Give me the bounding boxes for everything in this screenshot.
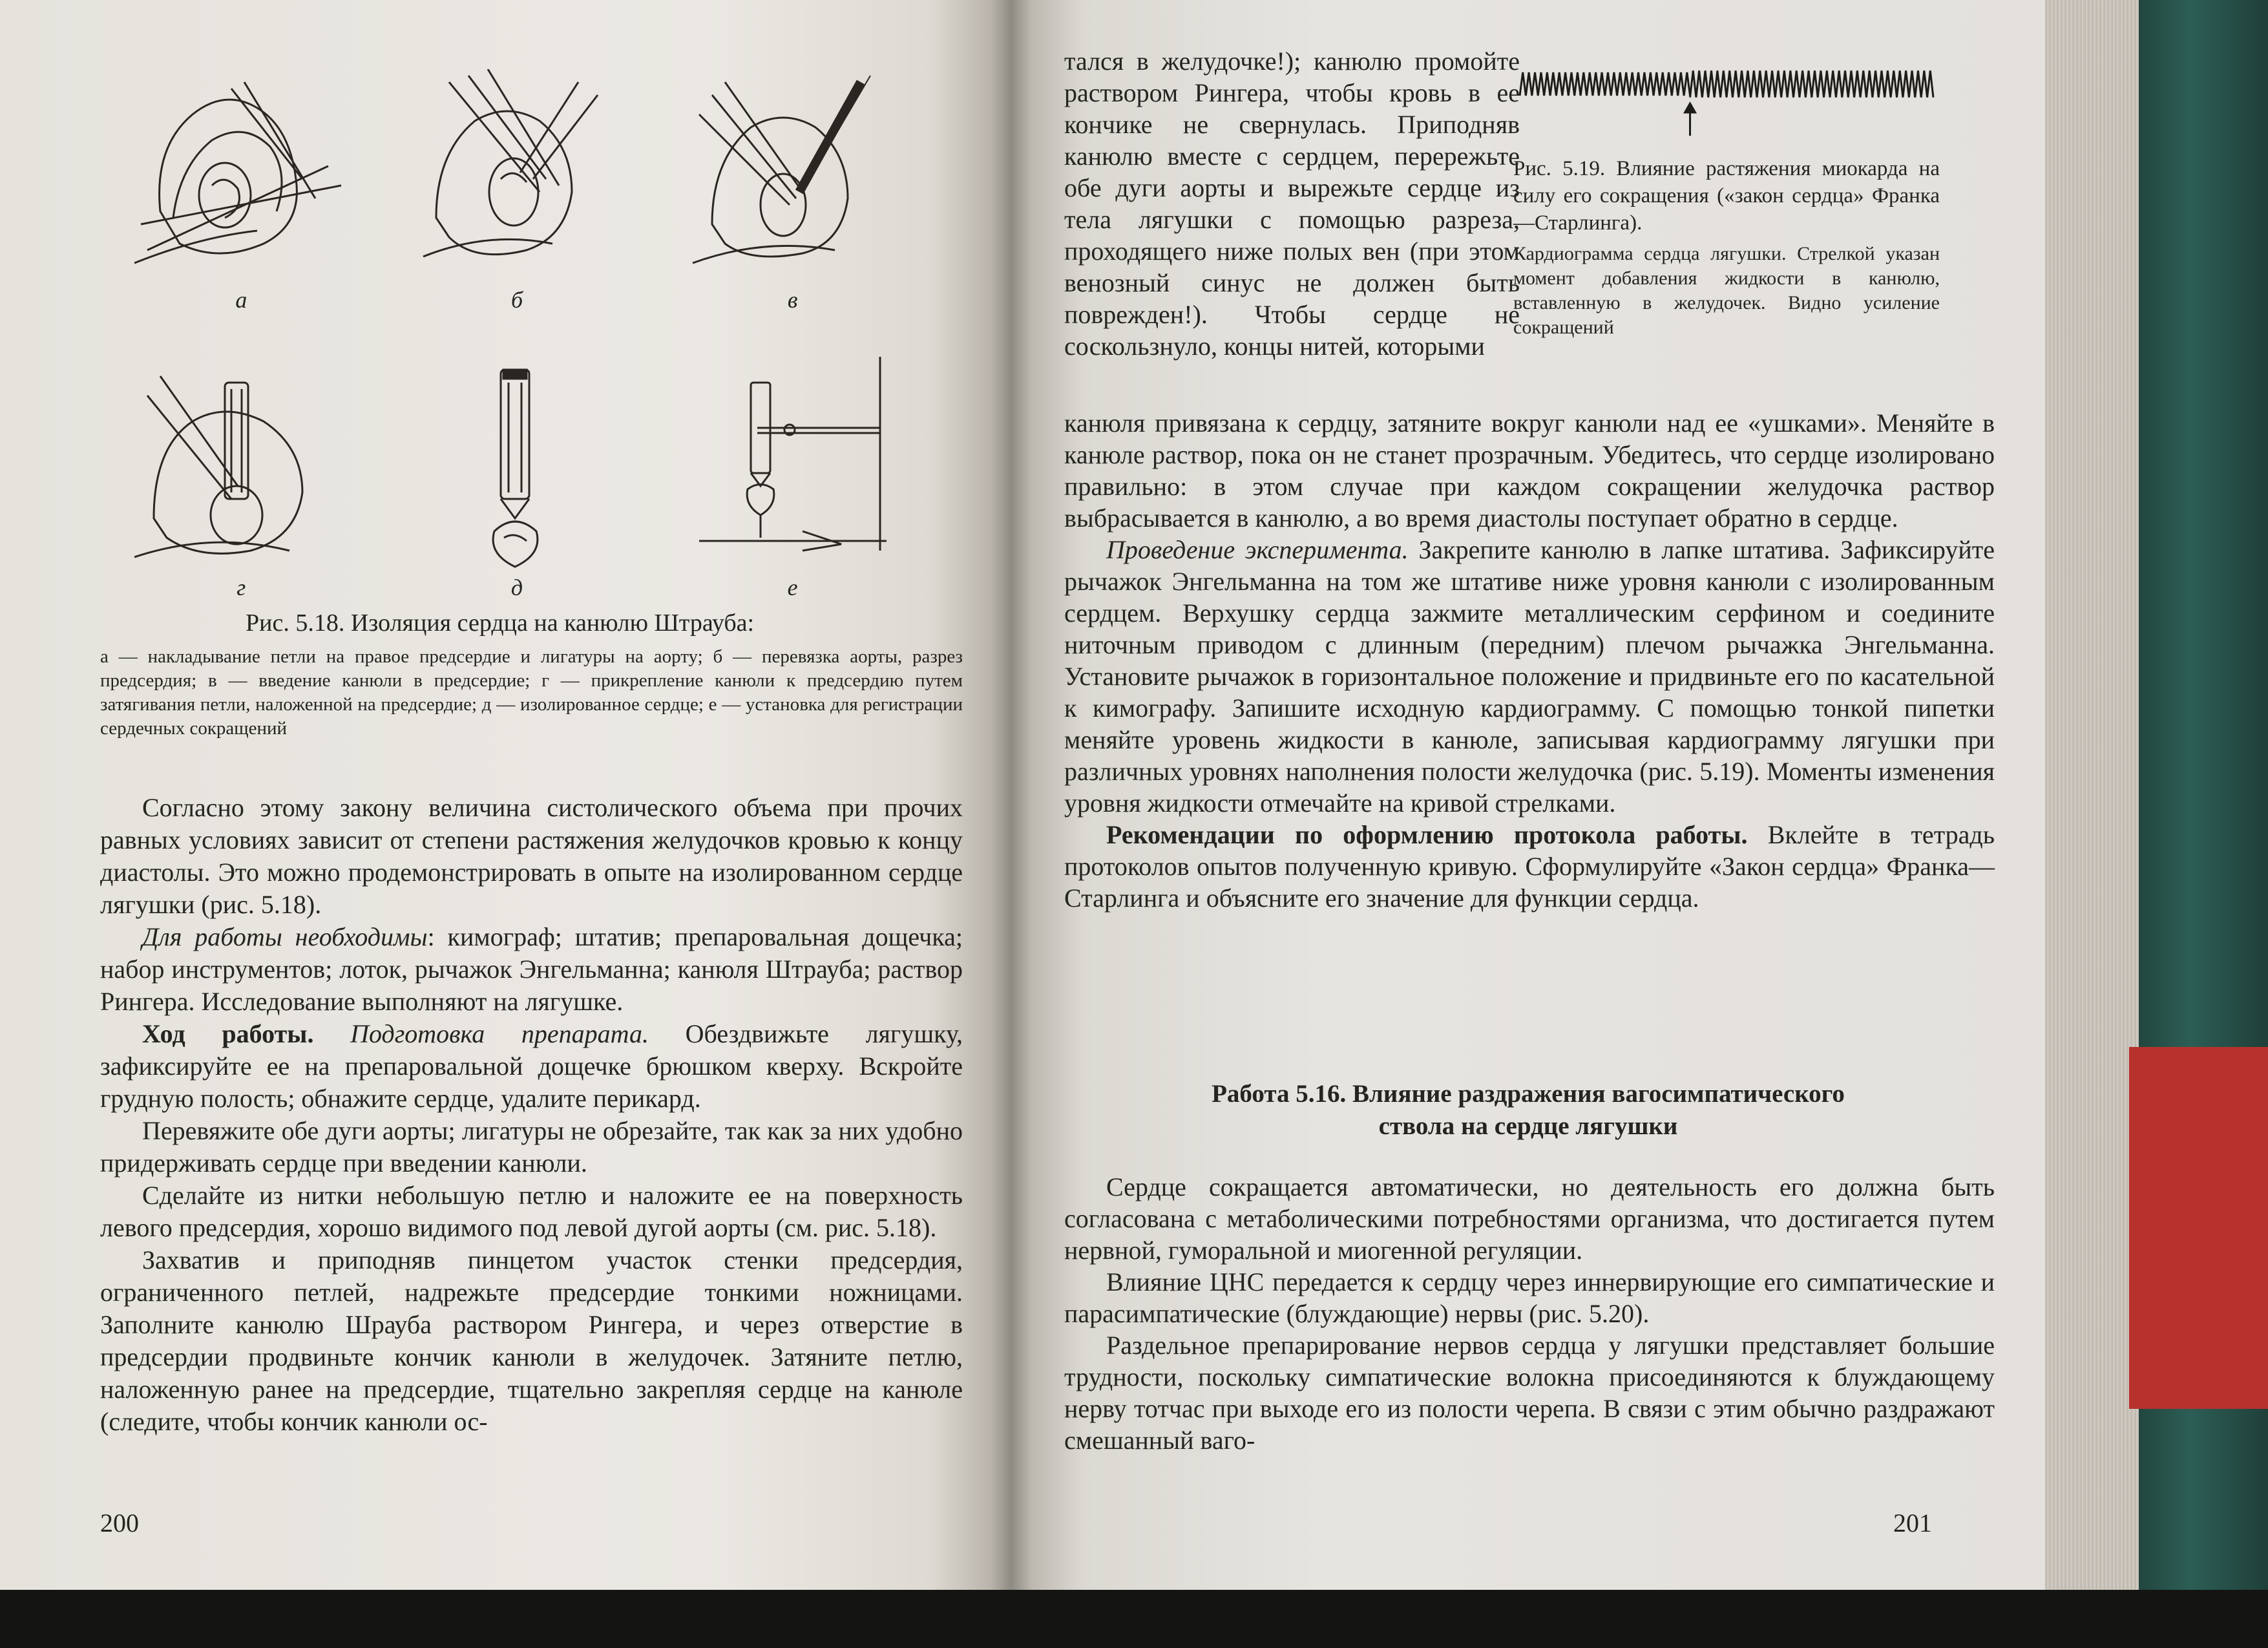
kymogram-cycle — [1526, 72, 1531, 96]
kymogram-cycle — [1781, 70, 1787, 97]
frog-heart-drawing-b — [410, 69, 624, 282]
procedure-lead: Ход работы. — [142, 1019, 314, 1048]
kymogram-cycle — [1732, 70, 1738, 97]
kymogram-cycle — [1860, 70, 1866, 97]
kymogram-cycle — [1562, 72, 1568, 96]
kymogram-cycle — [1885, 70, 1891, 97]
kymogram-cycle — [1824, 70, 1830, 97]
kymogram-cycle — [1812, 70, 1818, 97]
kymogram-cycle — [1903, 70, 1909, 97]
kymogram-cycle — [1538, 72, 1544, 96]
kymogram-cycle — [1575, 72, 1580, 96]
kymogram-trace — [1520, 70, 1933, 97]
kymogram-cycle — [1836, 70, 1842, 97]
paragraph: Перевяжите обе дуги аорты; лигатуры не обрезайте, так как за них удобно придерживать сердце при введении канюли. — [100, 1116, 963, 1178]
paragraph: Сделайте из нитки небольшую петлю и наложите ее на поверхность левого предсердия, хорошо видимого под левой дугой аорты (см. рис. 5.18). — [100, 1181, 963, 1242]
frog-heart-drawing-v — [686, 69, 899, 282]
kymogram-cycle — [1915, 70, 1921, 97]
kymogram-cycle — [1866, 70, 1872, 97]
kymogram-cycle — [1666, 72, 1672, 96]
paragraph: Захватив и приподняв пинцетом участок стенки предсердия, ограниченного петлей, надрежьте предсердие тонкими ножницами. Заполните канюлю Шрауба раствором Рингера, и через отверстие в предсердии продвиньте кончик канюли в желудочек. Затяните петлю, наложенную ранее на предсердие, тщательно закрепляя сердце на канюле (следите, чтобы кончик канюли ос- — [100, 1245, 963, 1436]
kymogram-cycle — [1763, 70, 1769, 97]
kymogram-cycle — [1805, 70, 1811, 97]
page-number-right: 201 — [1893, 1508, 1932, 1537]
kymogram-cycle — [1909, 70, 1915, 97]
kymogram-cycle — [1605, 72, 1611, 96]
kymogram-cycle — [1672, 72, 1677, 96]
kymogram-cycle — [1878, 70, 1884, 97]
kymogram-cycle — [1617, 72, 1623, 96]
kymogram-cycle — [1690, 70, 1696, 97]
figure-label-e: е — [787, 575, 798, 600]
figure-panel-b — [392, 39, 642, 313]
kymogram-cycle — [1599, 72, 1604, 96]
paragraph: Сердце сокращается автоматически, но деятельность его должна быть согласована с метаболическими потребностями организма, что достигается путем нервной, гуморальной и миогенной регуляции. — [1064, 1172, 1995, 1265]
figure-label-g: г — [236, 575, 246, 600]
figure-5-18-title: Рис. 5.18. Изоляция сердца на канюлю Штрауба: — [246, 609, 755, 637]
kymogram-cycle — [1739, 70, 1745, 97]
kymogram-cycle — [1775, 70, 1781, 97]
kymogram-cycle — [1708, 70, 1714, 97]
kymogram-cycle — [1794, 70, 1800, 97]
isolated-heart-drawing — [410, 357, 624, 570]
kymogram-cycle — [1648, 72, 1654, 96]
paragraph-experiment: Проведение эксперимента. Закрепите канюлю в лапке штатива. Зафиксируйте рычажок Энгельманна на том же штативе ниже уровня канюли с изолированным сердцем. Верхушку сердца зажмите металлическим серфином и соедините ниточным приводом с длинным (передним) плечом рычажка Энгельманна. Установите рычажок в горизонтальное положение и придвиньте его по касательной к кимографу. Запишите исходную кардиограмму. С помощью тонкой пипетки меняйте уровень жидкости в канюле, записывая кардиограмму лягушки при различных уровнях наполнения полости желудочка (рис. 5.19). Моменты изменения уровня жидкости отмечайте на кривой стрелками. — [1064, 535, 1995, 818]
kymogram-cycle — [1580, 72, 1586, 96]
section-heading — [1140, 1078, 1916, 1143]
paragraph: тался в желудочке!); канюлю промойте раствором Рингера, чтобы кровь в ее кончике не свернулась. Приподняв канюлю вместе с сердцем, перережьте обе дуги аорты и вырежьте сердце из тела лягушки с помощью разреза, проходящего ниже полых вен (при этом венозный синус не должен быть поврежден!). Чтобы сердце не соскользнуло, концы нитей, которыми — [1064, 47, 1520, 361]
kymogram-cycle — [1684, 72, 1690, 96]
kymogram-cycle — [1654, 72, 1659, 96]
figure-5-19-title: Рис. 5.19. Влияние растяжения миокарда на силу его сокращения («закон сердца» Франка—Старлинга). — [1513, 157, 1940, 235]
kymogram-cycle — [1891, 70, 1896, 97]
figure-panel-e — [667, 326, 918, 601]
kymogram-cycle — [1593, 72, 1599, 96]
kymogram-cycle — [1800, 70, 1805, 97]
kymogram-cycle — [1854, 70, 1860, 97]
figure-5-18 — [116, 39, 918, 601]
kymogram-cycle — [1544, 72, 1550, 96]
frog-heart-drawing-a — [134, 69, 348, 282]
recording-setup-drawing — [686, 357, 899, 570]
book-cover-label — [2129, 1047, 2268, 1409]
right-body-text — [1064, 407, 1995, 914]
paragraph-equipment: Для работы необходимы: кимограф; штатив; препаровальная дощечка; набор инструментов; лоток, рычажок Энгельманна; канюля Штрауба; раствор Рингера. Исследование выполняют на лягушке. — [100, 922, 963, 1016]
kymogram-cycle — [1757, 70, 1763, 97]
kymogram-cycle — [1848, 70, 1854, 97]
figure-5-19-caption: Кардиограмма сердца лягушки. Стрелкой указан момент добавления жидкости в канюлю, вставленную в желудочек. Видно усиление сокращений — [1513, 243, 1940, 338]
paragraph: Согласно этому закону величина систолического объема при прочих равных условиях зависит от степени растяжения желудочков кровью к концу диастолы. Это можно продемонстрировать в опыте на изолированном сердце лягушки (рис. 5.18). — [100, 793, 963, 919]
equipment-lead: Для работы необходимы — [142, 922, 428, 951]
page-edge — [2045, 0, 2139, 1590]
arrow-icon — [1685, 103, 1696, 136]
kymogram-cycle — [1532, 72, 1538, 96]
experiment-lead: Проведение эксперимента. — [1106, 535, 1409, 564]
paragraph: Раздельное препарирование нервов сердца у лягушки представляет большие трудности, поскольку симпатические волокна присоединяются к блуждающему нерву тотчас при выходе его из полости черепа. В связи с этим обычно раздражают смешанный ваго- — [1064, 1331, 1995, 1455]
figure-5-19 — [1513, 45, 1940, 340]
figure-panel-d — [392, 326, 642, 601]
right-top-text — [1064, 45, 1520, 362]
figure-panel-v — [667, 39, 918, 313]
kymogram-cycle — [1745, 70, 1750, 97]
kymogram-cycle — [1818, 70, 1823, 97]
kymogram-cycle — [1520, 72, 1526, 96]
figure-label-b: б — [510, 287, 523, 313]
figure-label-d: д — [510, 575, 523, 600]
kymogram-cycle — [1659, 72, 1665, 96]
kymogram-cycle — [1623, 72, 1629, 96]
kymogram-cycle — [1696, 70, 1702, 97]
figure-label-a: а — [235, 287, 247, 313]
kymogram-cycle — [1678, 72, 1684, 96]
kymogram-cycle — [1587, 72, 1593, 96]
kymogram-cycle — [1568, 72, 1574, 96]
arrow-head — [1685, 103, 1696, 112]
paragraph: Влияние ЦНС передается к сердцу через иннервирующие его симпатические и парасимпатические (блуждающие) нервы (рис. 5.20). — [1064, 1267, 1995, 1328]
page-number-left: 200 — [100, 1508, 139, 1537]
figure-label-v: в — [787, 287, 798, 313]
section-heading-line2: ствола на сердце лягушки — [1378, 1112, 1678, 1140]
kymogram-cycle — [1641, 72, 1647, 96]
kymogram-cycle — [1921, 70, 1927, 97]
kymogram-cycle — [1787, 70, 1793, 97]
section-heading-line1: Работа 5.16. Влияние раздражения вагосимпатического — [1212, 1080, 1845, 1108]
kymogram-cycle — [1550, 72, 1556, 96]
recommendations-lead: Рекомендации по оформлению протокола работы. — [1106, 820, 1748, 849]
kymogram-cycle — [1927, 70, 1933, 97]
figure-panel-g — [116, 326, 366, 601]
paragraph: канюля привязана к сердцу, затяните вокруг канюли над ее «ушками». Меняйте в канюле раствор, пока он не станет прозрачным. Убедитесь, что сердце изолировано правильно: в этом случае при каждом сокращении желудочка раствор выбрасывается в канюлю, а во время диастолы поступает обратно в сердце. — [1064, 408, 1995, 533]
kymogram-cycle — [1611, 72, 1617, 96]
kymogram-cycle — [1751, 70, 1757, 97]
kymogram-cycle — [1897, 70, 1903, 97]
preparation-lead: Подготовка препарата. — [350, 1019, 649, 1048]
kymogram-cycle — [1556, 72, 1562, 96]
kymogram-cycle — [1714, 70, 1720, 97]
left-body-text — [100, 792, 963, 1438]
kymogram-cycle — [1727, 70, 1732, 97]
kymogram-cycle — [1842, 70, 1848, 97]
figure-5-18-caption: а — накладывание петли на правое предсердие и лигатуры на аорту; б — перевязка аорты, разрез предсердия; в — введение канюли в предсердие; г — прикрепление канюли к предсердию путем затягивания петли, наложенной на предсердие; д — изолированное сердце; е — установка для регистрации сердечных сокращений — [100, 646, 963, 739]
paragraph-procedure: Ход работы. Подготовка препарата. Обездвижьте лягушку, зафиксируйте ее на препаровальной дощечке брюшком кверху. Вскройте грудную полость; обнажите сердце, удалите перикард. — [100, 1019, 963, 1113]
kymogram-cycle — [1629, 72, 1635, 96]
figure-panel-a — [116, 39, 366, 313]
kymogram-cycle — [1769, 70, 1775, 97]
frog-heart-drawing-g — [134, 357, 348, 570]
kymogram-cycle — [1873, 70, 1878, 97]
kymogram-cycle — [1702, 70, 1708, 97]
left-page — [0, 0, 1011, 1590]
kymogram-chart — [1513, 45, 1940, 142]
kymogram-cycle — [1635, 72, 1641, 96]
kymogram-cycle — [1830, 70, 1836, 97]
right-body-text-2 — [1064, 1171, 1995, 1456]
scan-background — [0, 1590, 2268, 1648]
kymogram-cycle — [1721, 70, 1727, 97]
right-page — [1011, 0, 2045, 1590]
paragraph-recommendations: Рекомендации по оформлению протокола работы. Вклейте в тетрадь протоколов опытов полученную кривую. Сформулируйте «Закон сердца» Франка—Старлинга и объясните его значение для функции сердца. — [1064, 820, 1995, 913]
